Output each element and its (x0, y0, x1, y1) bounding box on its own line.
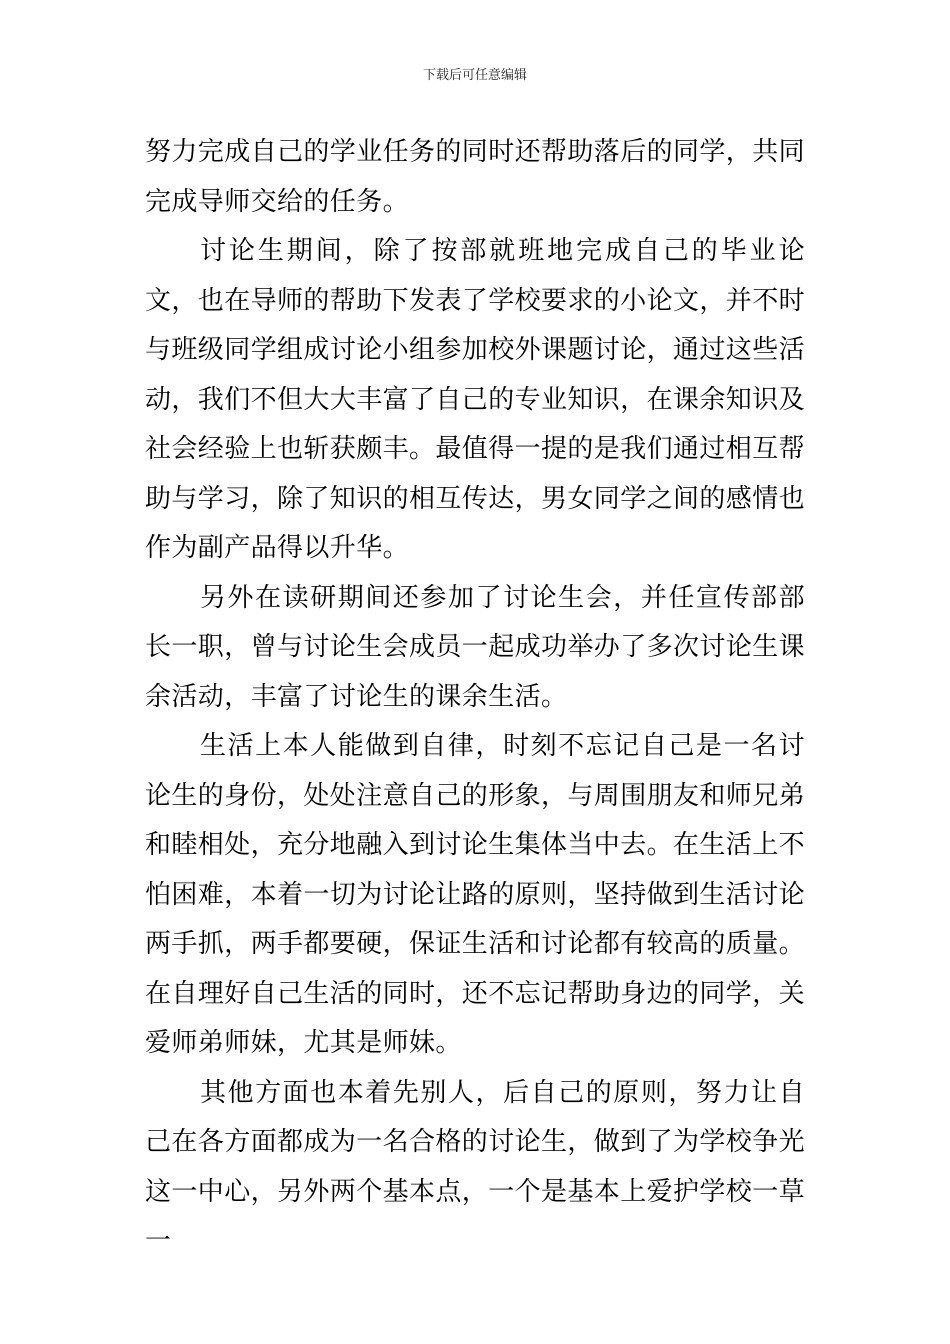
page-header: 下载后可任意编辑 (422, 68, 527, 83)
paragraph-research-period: 讨论生期间，除了按部就班地完成自己的毕业论文，也在导师的帮助下发表了学校要求的小论文，并不时与班级同学组成讨论小组参加校外课题讨论，通过这些活动，我们不但大大丰富了自己的专业知识，在课余知识及社会经验上也斩获颇丰。最值得一提的是我们通过相互帮助与学习，除了知识的相互传达，男女同学之间的感情也作为副产品得以升华。 (145, 236, 806, 563)
paragraph-continuation: 努力完成自己的学业任务的同时还帮助落后的同学，共同完成导师交给的任务。 (145, 137, 806, 217)
document-body (145, 128, 805, 1267)
paragraph-student-union: 另外在读研期间还参加了讨论生会，并任宣传部部长一职，曾与讨论生会成员一起成功举办了多次讨论生课余活动，丰富了讨论生的课余生活。 (145, 582, 806, 712)
paragraph-other-aspects: 其他方面也本着先别人，后自己的原则，努力让自己在各方面都成为一名合格的讨论生，做到了为学校争光这一中心，另外两个基本点，一个是基本上爱护学校一草一 (145, 1077, 806, 1256)
paragraph-life: 生活上本人能做到自律，时刻不忘记自己是一名讨论生的身份，处处注意自己的形象，与周围朋友和师兄弟和睦相处，充分地融入到讨论生集体当中去。在生活上不怕困难，本着一切为讨论让路的原则，坚持做到生活讨论两手抓，两手都要硬，保证生活和讨论都有较高的质量。在自理好自己生活的同时，还不忘记帮助身边的同学，关爱师弟师妹，尤其是师妹。 (145, 731, 806, 1058)
